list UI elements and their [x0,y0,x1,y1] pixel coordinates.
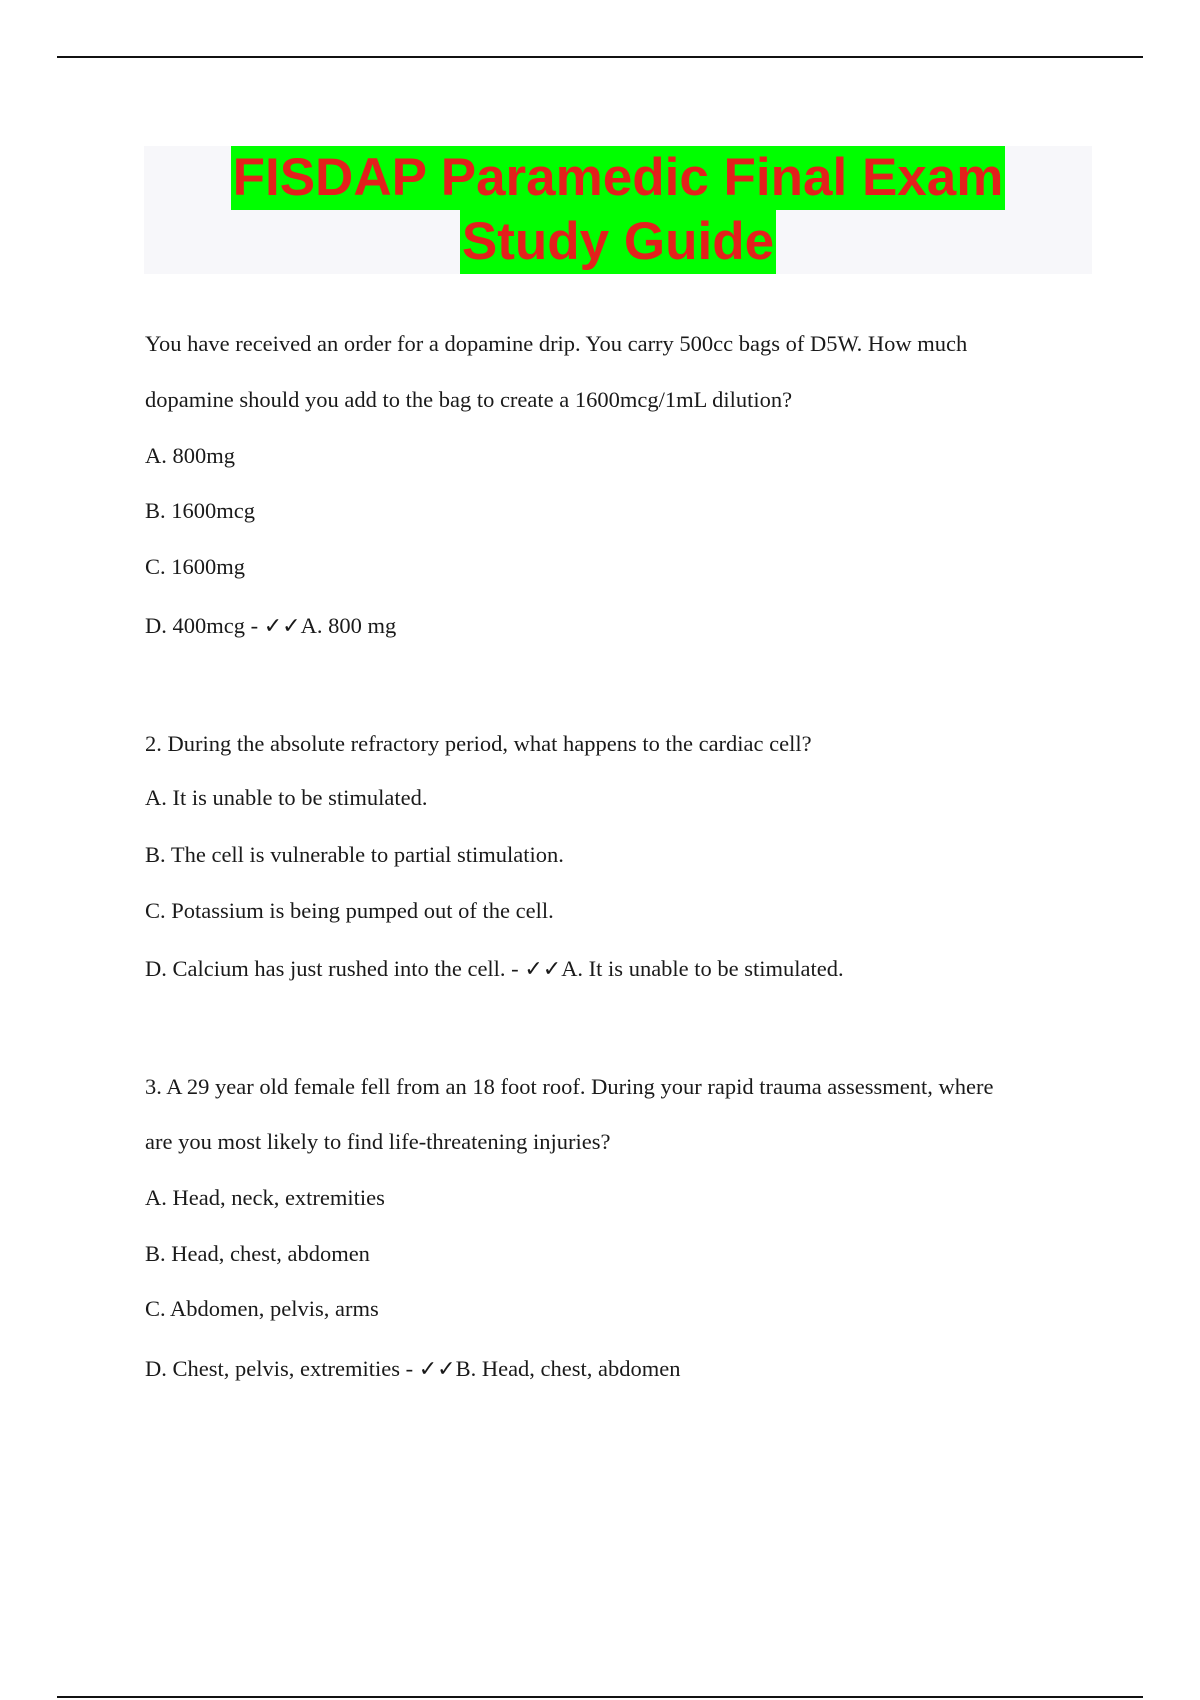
question-2-option-c: C. Potassium is being pumped out of the cell. [145,898,554,923]
question-3-stem-line-1: 3. A 29 year old female fell from an 18 foot roof. During your rapid trauma assessment, where [145,1074,994,1099]
question-2-option-b: B. The cell is vulnerable to partial stimulation. [145,842,564,867]
page-title-line-2: Study Guide [460,210,776,274]
question-3-stem-line-2: are you most likely to find life-threatening injuries? [145,1129,611,1154]
question-3-option-a: A. Head, neck, extremities [145,1185,385,1210]
question-2-option-d-row [145,954,844,985]
question-2-option-d: D. Calcium has just rushed into the cell. - [145,956,525,981]
checkmark-icon: ✓✓ [524,957,562,982]
question-1-option-d: D. 400mcg - [145,613,264,638]
question-2-answer: A. It is unable to be stimulated. [561,956,844,981]
question-1-option-b: B. 1600mcg [145,498,255,523]
question-1-option-d-row [145,611,396,642]
question-3-option-d: D. Chest, pelvis, extremities - [145,1356,419,1381]
question-1-answer: A. 800 mg [300,613,397,638]
title-banner [144,146,1092,274]
question-2-stem-line-1: 2. During the absolute refractory period, what happens to the cardiac cell? [145,731,812,756]
page-title-line-1: FISDAP Paramedic Final Exam [231,146,1006,210]
checkmark-icon: ✓✓ [418,1357,456,1382]
question-2-option-a: A. It is unable to be stimulated. [145,785,428,810]
bottom-rule [57,1696,1143,1698]
question-1-stem-line-2: dopamine should you add to the bag to create a 1600mcg/1mL dilution? [145,387,793,412]
question-3-option-d-row [145,1354,681,1385]
question-1-option-c: C. 1600mg [145,554,246,579]
checkmark-icon: ✓✓ [263,614,301,639]
question-1-option-a: A. 800mg [145,443,235,468]
question-3-answer: B. Head, chest, abdomen [455,1356,681,1381]
top-rule [57,56,1143,58]
question-3-option-c: C. Abdomen, pelvis, arms [145,1296,379,1321]
question-3-option-b: B. Head, chest, abdomen [145,1241,370,1266]
question-1-stem-line-1: You have received an order for a dopamine drip. You carry 500cc bags of D5W. How much [145,331,968,356]
